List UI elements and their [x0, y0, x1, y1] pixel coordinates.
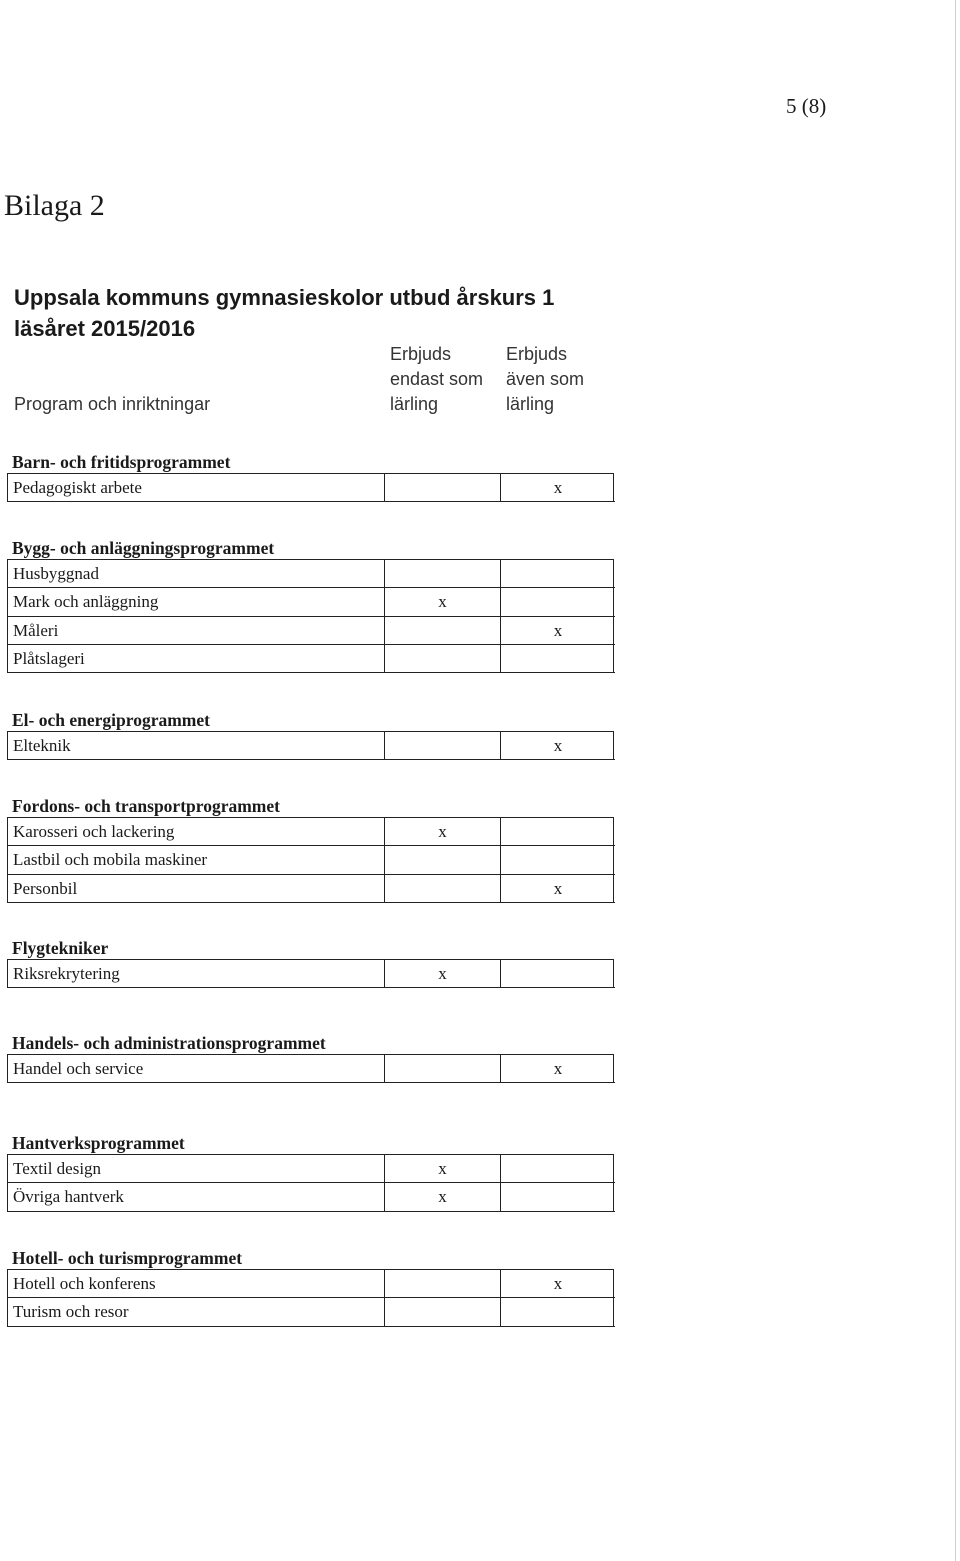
section-hantverk	[7, 1132, 614, 1212]
also-apprentice-cell: x	[500, 617, 615, 645]
section-fordon-och-transport	[7, 795, 614, 903]
only-apprentice-cell	[384, 875, 500, 903]
section-table	[7, 1154, 614, 1212]
section-table	[7, 1054, 614, 1083]
program-name-cell: Riksrekrytering	[8, 960, 384, 988]
section-title: El- och energiprogrammet	[12, 710, 210, 730]
section-title: Handels- och administrationsprogrammet	[12, 1033, 326, 1053]
also-apprentice-cell	[500, 645, 615, 673]
only-apprentice-cell	[384, 560, 500, 588]
section-handel-och-administration	[7, 1032, 614, 1083]
also-apprentice-cell	[500, 960, 615, 988]
only-apprentice-cell: x	[384, 960, 500, 988]
section-title: Fordons- och transportprogrammet	[12, 796, 280, 816]
column-header-program: Program och inriktningar	[14, 394, 211, 414]
also-apprentice-cell	[500, 1155, 615, 1183]
only-apprentice-cell	[384, 732, 500, 760]
section-flygtekniker	[7, 937, 614, 988]
section-table	[7, 731, 614, 760]
also-apprentice-cell	[500, 818, 615, 846]
page-number: 5 (8)	[786, 94, 827, 118]
section-title: Hotell- och turismprogrammet	[12, 1248, 243, 1268]
section-title: Hantverksprogrammet	[12, 1133, 185, 1153]
program-name-cell: Personbil	[8, 875, 384, 903]
section-table	[7, 1269, 614, 1327]
only-apprentice-cell	[384, 645, 500, 673]
only-apprentice-cell	[384, 1055, 500, 1083]
only-apprentice-cell: x	[384, 588, 500, 616]
program-name-cell: Turism och resor	[8, 1298, 384, 1326]
only-apprentice-cell: x	[384, 1183, 500, 1211]
only-apprentice-cell: x	[384, 1155, 500, 1183]
section-table	[7, 817, 614, 903]
program-name-cell: Handel och service	[8, 1055, 384, 1083]
column-header-only-apprentice: Erbjuds endast som lärling	[390, 344, 484, 414]
program-name-cell: Textil design	[8, 1155, 384, 1183]
program-name-cell: Övriga hantverk	[8, 1183, 384, 1211]
scan-edge-line	[955, 0, 956, 1561]
appendix-title: Bilaga 2	[4, 189, 105, 222]
program-name-cell: Mark och anläggning	[8, 588, 384, 616]
program-name-cell: Hotell och konferens	[8, 1270, 384, 1298]
document-title-line-2: läsåret 2015/2016	[14, 316, 196, 341]
also-apprentice-cell	[500, 560, 615, 588]
program-name-cell: Plåtslageri	[8, 645, 384, 673]
only-apprentice-cell	[384, 474, 500, 502]
only-apprentice-cell	[384, 1270, 500, 1298]
also-apprentice-cell	[500, 846, 615, 874]
also-apprentice-cell	[500, 1298, 615, 1326]
section-el-och-energi	[7, 709, 614, 760]
also-apprentice-cell	[500, 588, 615, 616]
program-name-cell: Måleri	[8, 617, 384, 645]
program-name-cell: Elteknik	[8, 732, 384, 760]
section-hotell-och-turism	[7, 1247, 614, 1327]
only-apprentice-cell	[384, 617, 500, 645]
section-table	[7, 559, 614, 673]
document-title-line-1: Uppsala kommuns gymnasieskolor utbud årskurs 1	[14, 285, 555, 310]
also-apprentice-cell: x	[500, 1270, 615, 1298]
section-title: Bygg- och anläggningsprogrammet	[12, 538, 275, 558]
document-title	[14, 282, 554, 344]
also-apprentice-cell	[500, 1183, 615, 1211]
also-apprentice-cell: x	[500, 1055, 615, 1083]
only-apprentice-cell	[384, 1298, 500, 1326]
section-table	[7, 959, 614, 988]
also-apprentice-cell: x	[500, 732, 615, 760]
program-name-cell: Lastbil och mobila maskiner	[8, 846, 384, 874]
program-name-cell: Husbyggnad	[8, 560, 384, 588]
only-apprentice-cell: x	[384, 818, 500, 846]
section-title: Flygtekniker	[12, 938, 109, 958]
also-apprentice-cell: x	[500, 474, 615, 502]
section-title: Barn- och fritidsprogrammet	[12, 452, 231, 472]
program-name-cell: Karosseri och lackering	[8, 818, 384, 846]
also-apprentice-cell: x	[500, 875, 615, 903]
program-name-cell: Pedagogiskt arbete	[8, 474, 384, 502]
section-bygg-och-anlaggning	[7, 537, 614, 673]
only-apprentice-cell	[384, 846, 500, 874]
column-header-also-apprentice: Erbjuds även som lärling	[506, 344, 585, 414]
section-barn-och-fritid	[7, 451, 614, 502]
section-table	[7, 473, 614, 502]
